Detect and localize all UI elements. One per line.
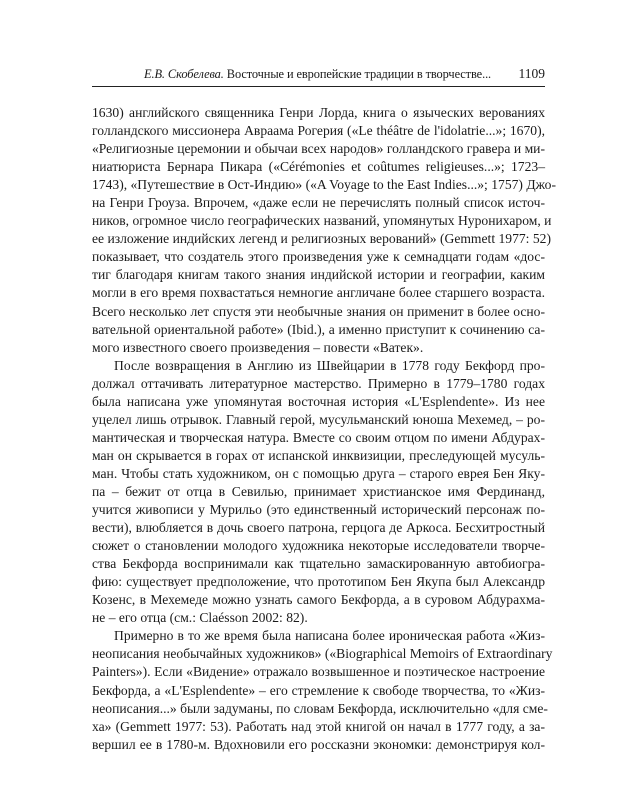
text-line: «Религиозные церемонии и обычаи всех народов» голландского гравера и ми- [92,141,545,157]
text-line: Painters»). Если «Видение» отражало возвышенное и поэтическое настроение [92,664,545,680]
text-line: вершил ее в 1780-м. Вдохновили его россказни экономки: демонстрируя кол- [92,736,545,752]
text-line: показывает, что создатель этого произведения уже к семнадцати годам «дос- [92,249,545,265]
text-line: учится живописи у Мурильо (это единственный исторический персонаж по- [92,502,545,518]
running-header [92,64,545,87]
text-line: Козенс, в Мехемеде можно узнать самого Бекфорда, а в суровом Абдурахма- [92,592,545,608]
text-line: голландского миссионера Авраама Рогерия («Le théâtre de l'idolatrie...»; 1670), [92,123,545,139]
text-line: Бекфорда, а «L'Esplendente» – его стремление к свободе творчества, то «Жиз- [92,682,545,698]
text-line: неописания необычайных художников» («Biographical Memoirs of Extraordinary [92,646,553,662]
text-line: мантическая и творческая натура. Вместе со своим отцом по имени Абдурах- [92,429,545,445]
header-article-title: Восточные и европейские традиции в творчестве... [223,67,492,81]
text-line: Всего несколько лет спустя эти необычные знания он применит в более осно- [92,303,545,319]
running-header-title [144,67,491,82]
text-line: на Генри Гроуза. Впрочем, «даже если не перечислять полный список источ- [92,195,545,211]
page-number: 1109 [518,66,545,81]
text-line: После возвращения в Англию из Швейцарии в 1778 году Бекфорд про- [114,357,545,373]
text-line: тиг благодаря книгам такого знания индийской истории и географии, каким [92,267,545,283]
text-line: Примерно в то же время была написана более ироническая работа «Жиз- [114,628,545,644]
text-line: не – его отца (см.: Claésson 2002: 82). [92,610,308,626]
text-line: могли в его время похвастаться немногие англичане более старшего возраста. [92,285,545,301]
text-line: ха» (Gemmett 1977: 53). Работать над этой книгой он начал в 1777 году, а за- [92,718,545,734]
text-line: 1630) английского священника Генри Лорда, книга о языческих верованиях [92,105,545,120]
text-line: уцелел лишь отрывок. Главный герой, мусульманский юноша Мехемед, – ро- [92,411,545,427]
text-line: 1743), «Путешествие в Ост-Индию» («A Voyage to the East Indies...»; 1757) Джо- [92,177,556,193]
text-line: была написана уже упомянутая восточная история «L'Esplendente». Из нее [92,393,545,409]
text-line: вести), влюбляется в дочь своего патрона, герцога де Аркоса. Бесхитростный [92,520,545,536]
text-line: фию: существует предположение, что прототипом Бен Якупа был Александр [92,574,545,590]
text-line: сюжет о становлении молодого художника некоторые исследователи творче- [92,538,545,554]
text-line: ман. Чтобы стать художником, он с помощью друга – старого еврея Бен Яку- [92,465,545,481]
text-line: ниатюриста Бернара Пикара («Cérémonies et coûtumes religieuses...»; 1723– [92,159,545,175]
text-line: ников, огромное число географических названий, упомянутых Нуронихаром, и [92,213,552,229]
text-line: должал оттачивать литературное мастерство. Примерно в 1779–1780 годах [92,375,545,391]
header-author: Е.В. Скобелева. [144,67,224,81]
text-line: мого известного своего произведения – повести «Ватек». [92,339,424,355]
text-line: ман он скрывается в горах от испанской инквизиции, преследующей мусуль- [92,447,545,463]
body-text [92,104,556,754]
text-line: вательной ориентальной работе» (Ibid.), а именно приступит к сочинению са- [92,321,545,337]
text-line: па – бежит от отца в Севилью, принимает христианское имя Фердинанд, [92,483,545,499]
text-line: ее изложение индийских легенд и религиозных верований» (Gemmett 1977: 52) [92,231,551,247]
text-line: неописания...» были задуманы, по словам Бекфорда, исключительно «для сме- [92,700,548,716]
text-line: ства Бекфорда воспринимали как тщательно замаскированную автобиогра- [92,556,545,572]
